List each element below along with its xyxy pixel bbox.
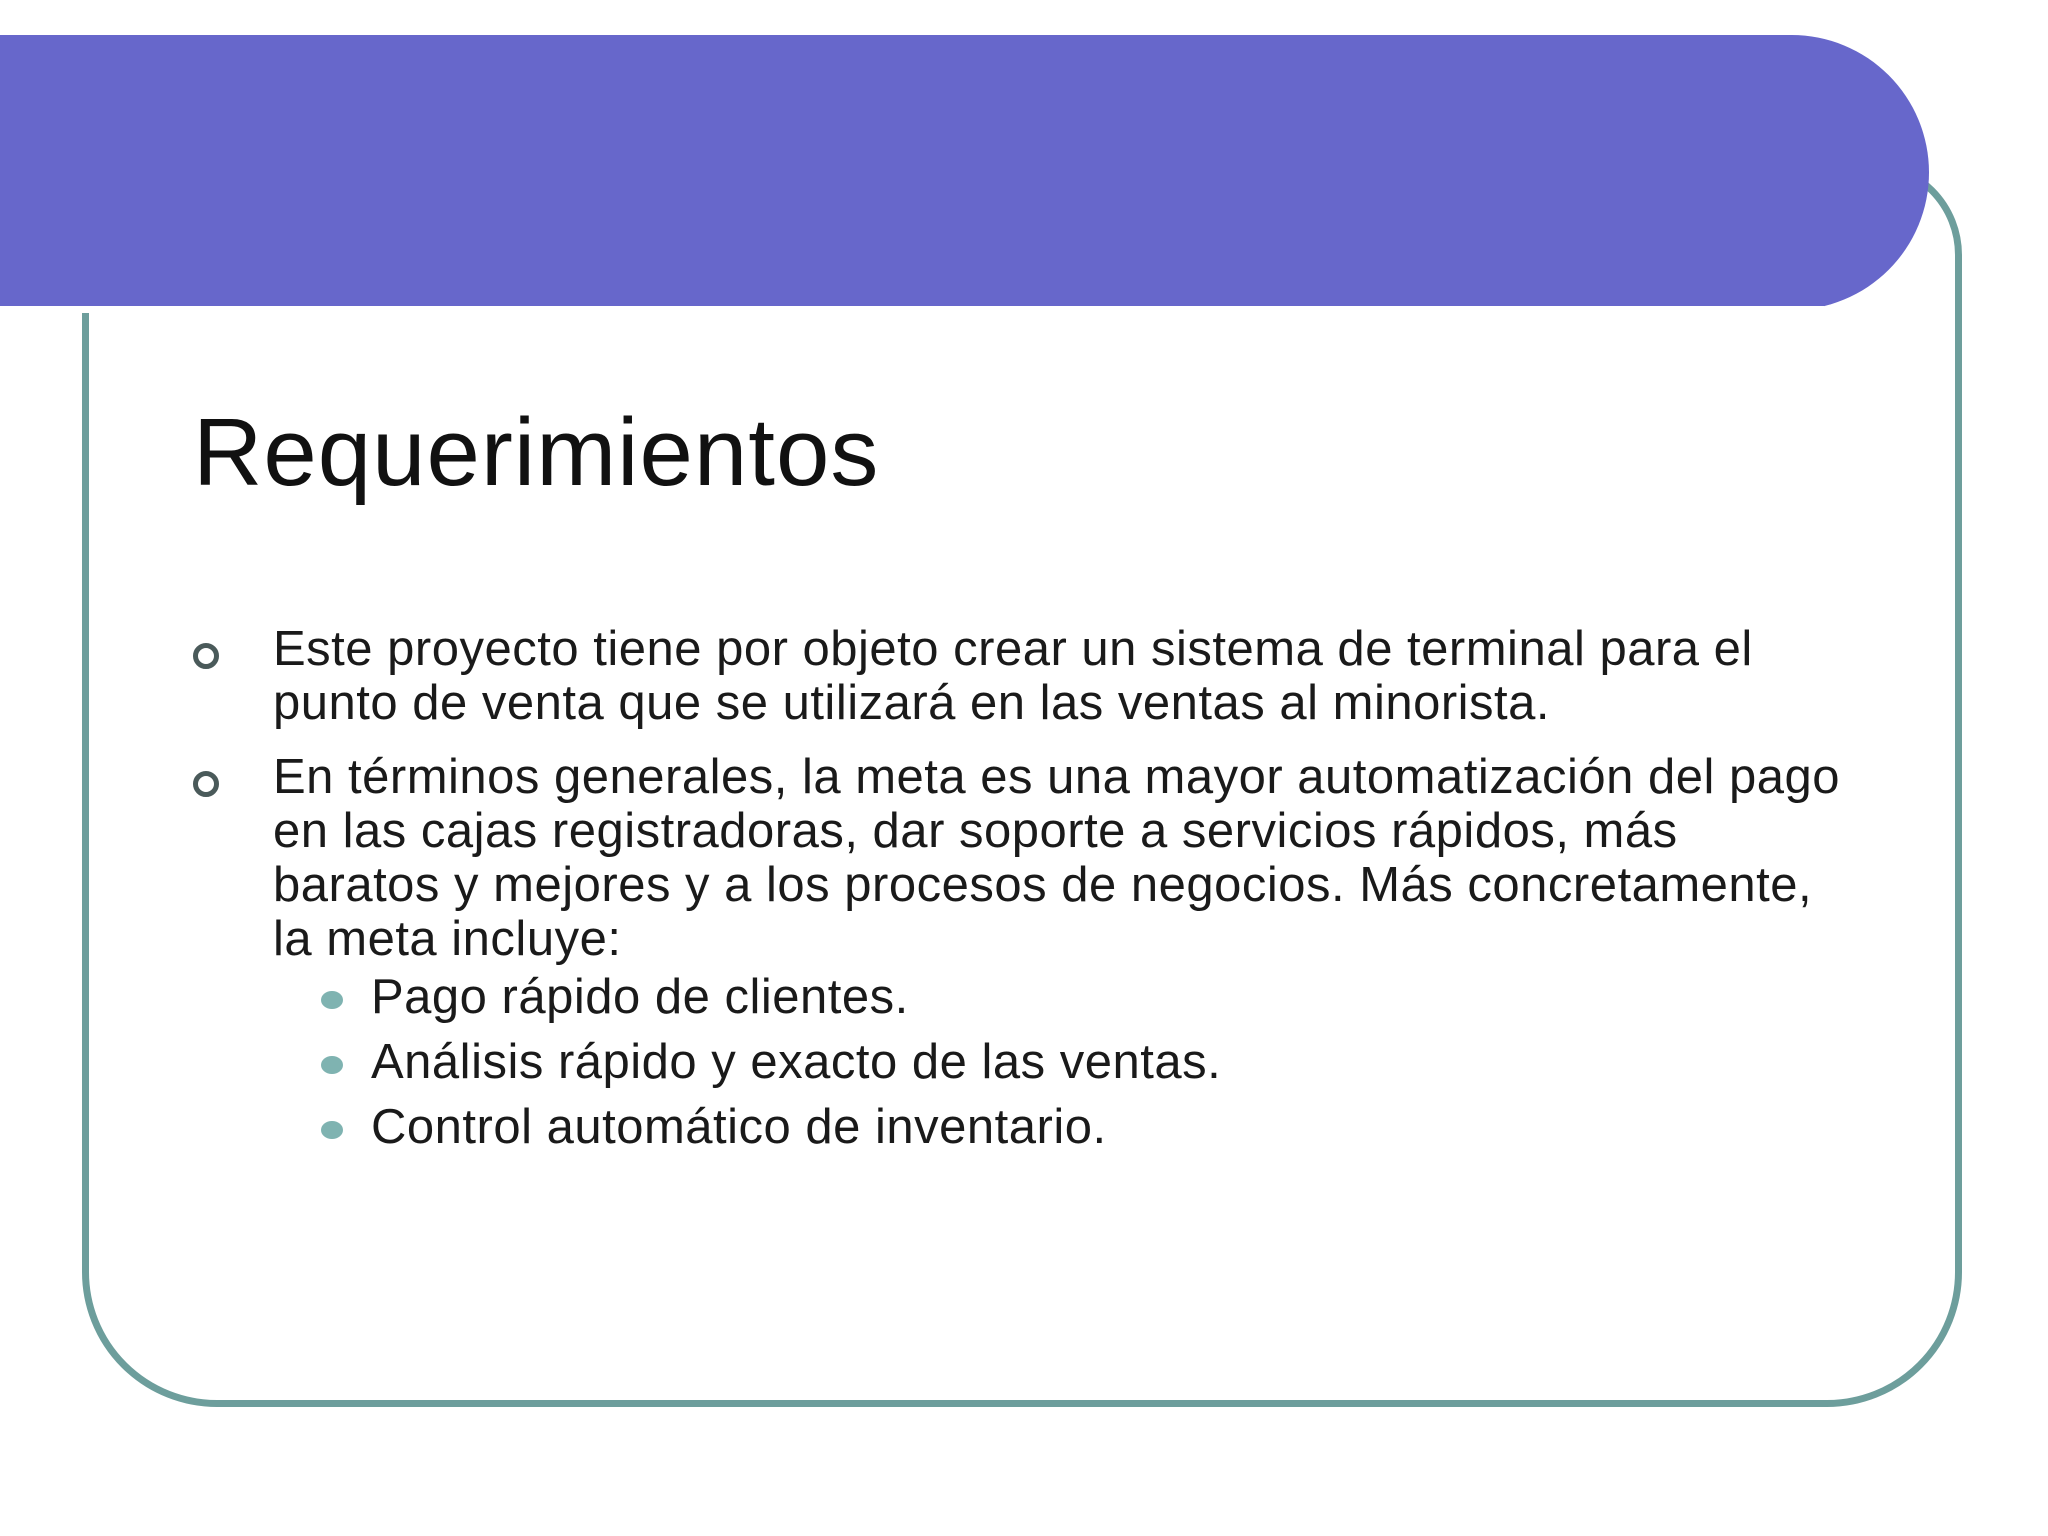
sub-bullet-item — [321, 1035, 1853, 1089]
header-banner — [0, 35, 1929, 310]
bullet-item — [193, 750, 1853, 1154]
bullet-text: En términos generales, la meta es una mayor automatización del pago en las cajas registradoras, dar soporte a servicios rápidos, más baratos y mejores y a los procesos de negocios. Más concretamente, la meta incluye: — [273, 750, 1840, 966]
bullet-list — [193, 622, 1853, 1174]
bullet-item — [193, 622, 1853, 730]
sub-bullet-text: Análisis rápido y exacto de las ventas. — [371, 1035, 1222, 1089]
filled-dot-icon — [321, 1121, 343, 1139]
slide-title: Requerimientos — [193, 399, 880, 506]
sub-bullet-list — [273, 970, 1853, 1154]
hollow-circle-icon — [193, 643, 219, 669]
sub-bullet-text: Control automático de inventario. — [371, 1100, 1107, 1154]
hollow-circle-icon — [193, 771, 219, 797]
filled-dot-icon — [321, 991, 343, 1009]
bullet-text: Este proyecto tiene por objeto crear un sistema de terminal para el punto de venta que se utilizará en las ventas al minorista. — [273, 622, 1753, 730]
filled-dot-icon — [321, 1056, 343, 1074]
sub-bullet-item — [321, 1100, 1853, 1154]
sub-bullet-text: Pago rápido de clientes. — [371, 970, 909, 1024]
sub-bullet-item — [321, 970, 1853, 1024]
banner-divider-line — [0, 306, 1824, 313]
